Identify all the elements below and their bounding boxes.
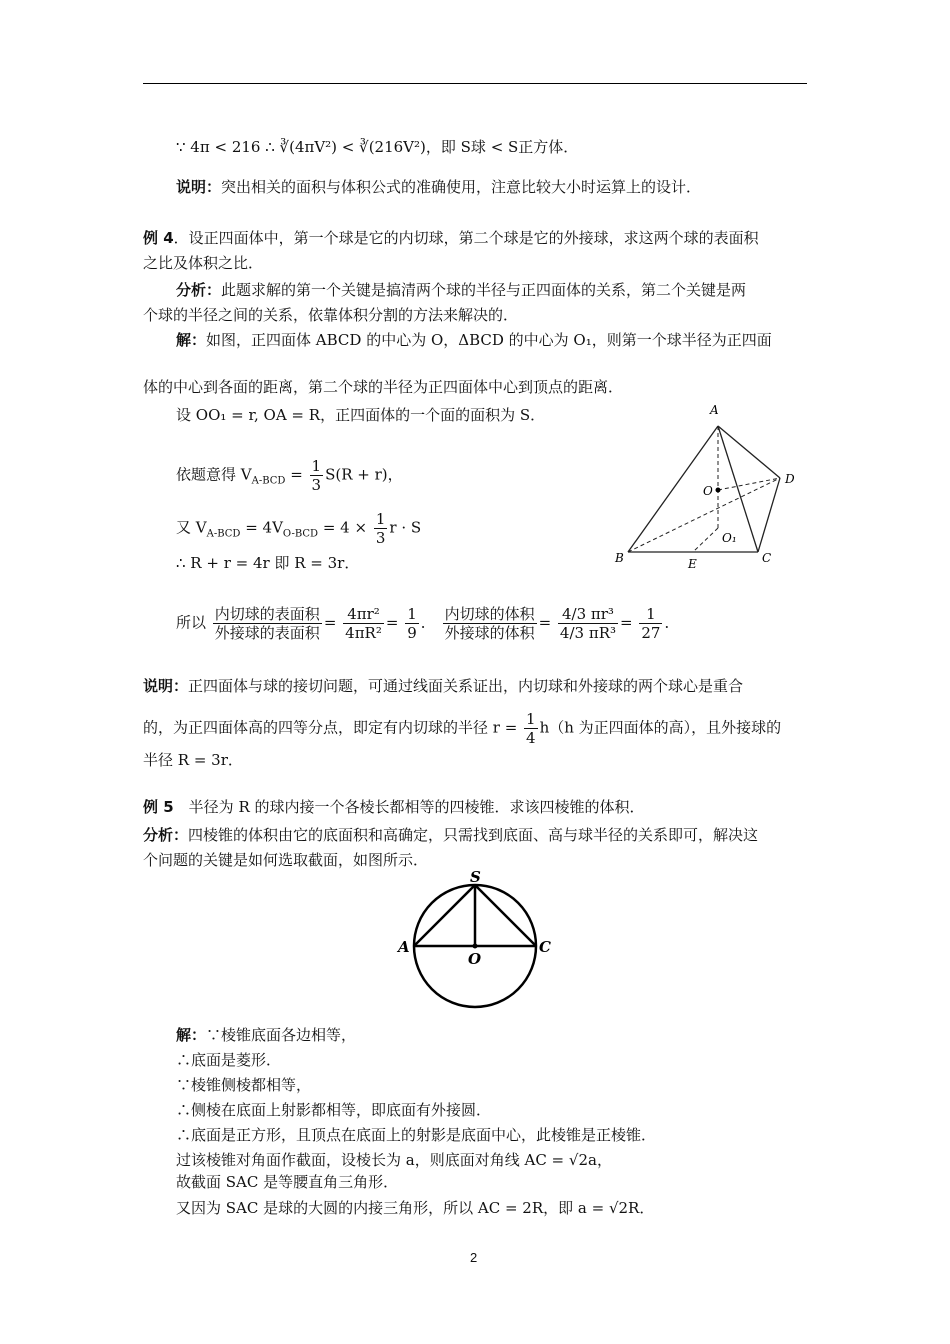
ratio-b: ． [420, 613, 436, 632]
analysis-1-cont: 个球的半径之间的关系，依靠体积分割的方法来解决的． [143, 306, 519, 324]
volume-equation-2 [176, 510, 421, 547]
solution-2-l5: ∴底面是正方形，且顶点在底面上的射影是底面中心，此棱锥是正棱锥． [176, 1126, 657, 1144]
note-2 [143, 676, 743, 696]
label-vertex-A: A [710, 403, 719, 417]
label-solution-2: 解： [176, 1026, 207, 1044]
frac-den: 外接球的体积 [444, 624, 535, 642]
solution-2-l1 [176, 1025, 356, 1045]
fraction-volume-formula [558, 605, 618, 642]
label-analysis-2: 分析： [143, 826, 189, 844]
ratio-c: ． [664, 613, 680, 632]
solution-2-l3: ∵棱锥侧棱都相等， [176, 1076, 312, 1094]
analysis-1 [176, 280, 746, 300]
label-center-O1: O₁ [722, 531, 737, 545]
note-2-text: 正四面体与球的接切问题，可通过线面关系证出，内切球和外接球的两个球心是重合 [188, 677, 744, 695]
label-note-2: 说明： [143, 677, 189, 695]
analysis-2-text: 四棱锥的体积由它的底面积和高确定，只需找到底面、高与球半径的关系即可，解决这 [188, 826, 759, 844]
fraction-one-third [310, 457, 324, 494]
let-statement: 设 OO₁ = r, OA = R，正四面体的一个面的面积为 S． [176, 406, 546, 424]
solution-2-l2: ∴底面是菱形． [176, 1051, 282, 1069]
solution-2-l8: 又因为 SAC 是球的大圆的内接三角形，所以 AC = 2R，即 a = √2R． [176, 1199, 655, 1217]
fraction-one-quarter [524, 710, 538, 747]
solution-2-l6: 过该棱锥对角面作截面，设棱长为 a，则底面对角线 AC = √2a， [176, 1151, 612, 1169]
eq2-b: = 4V [240, 518, 283, 537]
frac-num: 1 [639, 605, 662, 624]
line-inequality: ∵ 4π < 216 ∴ ∛(4πV²) < ∛(216V²)，即 S球 < S正方体． [176, 138, 579, 156]
note-1-text: 突出相关的面积与体积公式的准确使用，注意比较大小时运算上的设计． [221, 178, 702, 196]
page-number: 2 [470, 1250, 478, 1265]
frac-num: 内切球的表面积 [214, 605, 320, 623]
eq2-a: 又 V [176, 518, 207, 537]
note-2-cont [143, 710, 781, 747]
solution-2-text: ∵棱锥底面各边相等， [206, 1026, 357, 1044]
frac-num: 4πr² [343, 605, 384, 624]
eq1-sub: A-BCD [251, 475, 286, 487]
eq2-sub1: A-BCD [206, 528, 241, 540]
label-point-A: A [398, 938, 410, 956]
eq1-c: S(R + r)， [325, 465, 403, 484]
example-4-text-cont: 之比及体积之比． [143, 254, 264, 272]
radius-relation: ∴ R + r = 4r 即 R = 3r． [176, 554, 360, 572]
frac-den: 3 [375, 529, 386, 547]
volume-equation-1 [176, 457, 403, 494]
label-vertex-C: C [762, 551, 772, 565]
frac-den: 3 [311, 476, 322, 494]
label-example-5: 例 5 [143, 798, 174, 816]
fraction-volume-words [443, 605, 537, 642]
analysis-1-text: 此题求解的第一个关键是搞清两个球的半径与正四面体的关系，第二个关键是两 [221, 281, 747, 299]
header-rule [143, 83, 807, 84]
label-center-O: O [703, 484, 713, 498]
frac-num: 内切球的体积 [444, 605, 535, 623]
frac-den: 4/3 πR³ [559, 624, 616, 642]
label-point-E: E [688, 557, 697, 571]
label-vertex-B: B [615, 551, 624, 565]
note-2-end: 半径 R = 3r． [143, 751, 243, 769]
label-example-4: 例 4 [143, 229, 174, 247]
fraction-surface-words [213, 605, 322, 642]
solution-1-cont: 体的中心到各面的距离，第二个球的半径为正四面体中心到顶点的距离． [143, 378, 624, 396]
analysis-2 [143, 825, 758, 845]
fraction-one-ninth [405, 605, 419, 642]
fraction-one-27th [639, 605, 662, 642]
frac-den: 27 [641, 624, 661, 642]
example-5-text: 半径为 R 的球内接一个各棱长都相等的四棱锥．求该四棱锥的体积． [173, 798, 645, 816]
note2-b: h（h 为正四面体的高），且外接球的 [539, 718, 782, 737]
frac-den: 9 [407, 624, 417, 642]
example-5-heading [143, 797, 645, 817]
frac-num: 1 [526, 710, 536, 728]
frac-num: 4/3 πr³ [558, 605, 618, 624]
ratio-a: 所以 [176, 613, 207, 632]
solution-2-l7: 故截面 SAC 是等腰直角三角形． [176, 1173, 399, 1191]
fraction-surface-formula [343, 605, 384, 642]
eq1-b: = [285, 465, 308, 484]
ratio-equations: 所以 $\frac{\text{内切球的表面积}}{\text{外接球的表面积}}$ = $\frac{\text{4πr²}}{\text{4πR²}}$ = $\frac{1}{9}$ ． $\frac{\text{内切球的体积}}{\text{外接球的体积}}$ = $\frac{\text{4/3 πr³}}{\text{4/3 πR³}}$ = $\frac{1}{27}$ ． [176, 605, 680, 642]
frac-num: 1 [407, 605, 417, 623]
label-point-C: C [539, 938, 551, 956]
label-apex-S: S [470, 868, 481, 886]
solution-1-text: 如图，正四面体 ABCD 的中心为 O，ΔBCD 的中心为 O₁，则第一个球半径为正四面 [206, 331, 772, 349]
label-analysis: 分析： [176, 281, 222, 299]
label-vertex-D: D [785, 472, 795, 486]
frac-den: 4 [526, 729, 536, 747]
note2-a: 的，为正四面体高的四等分点，即定有内切球的半径 r = [143, 718, 523, 737]
frac-num: 1 [375, 510, 386, 528]
cross-section-figure [390, 860, 560, 1020]
frac-den: 4πR² [345, 624, 382, 642]
analysis-2-cont: 个问题的关键是如何选取截面，如图所示． [143, 851, 429, 869]
eq2-d: r · S [389, 518, 422, 537]
eq2-sub2: O-BCD [282, 528, 319, 540]
label-solution: 解： [176, 331, 207, 349]
solution-2-l4: ∴侧棱在底面上射影都相等，即底面有外接圆． [176, 1101, 492, 1119]
label-center-O: O [468, 950, 482, 968]
note-1 [176, 177, 701, 197]
fraction-one-third-2 [374, 510, 388, 547]
example-4-text: ．设正四面体中，第一个球是它的内切球，第二个球是它的外接球，求这两个球的表面积 [173, 229, 759, 247]
frac-den: 外接球的表面积 [214, 624, 320, 642]
label-note: 说明： [176, 178, 222, 196]
eq2-c: = 4 × [318, 518, 372, 537]
eq1-a: 依题意得 V [176, 465, 252, 484]
frac-num: 1 [311, 457, 322, 475]
example-4-heading [143, 228, 759, 248]
solution-1 [176, 330, 772, 350]
tetrahedron-figure [610, 400, 810, 575]
